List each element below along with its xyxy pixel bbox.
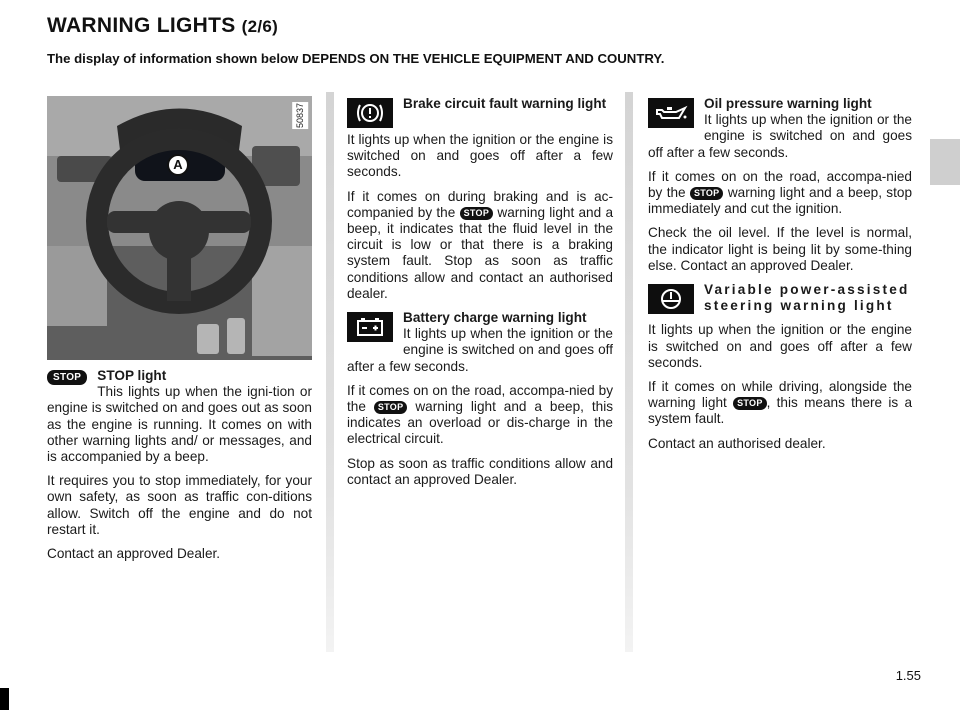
battery-text-1: It lights up when the ignition or the engine is switched on and goes off after a few seconds.	[347, 326, 613, 374]
steering-text-3: Contact an authorised dealer.	[648, 435, 826, 451]
brake-text-1: It lights up when the ignition or the engine is switched on and goes off after a few seconds.	[347, 132, 613, 180]
battery-warning-icon	[347, 312, 393, 342]
page-subtitle: The display of information shown below DEPENDS ON THE VEHICLE EQUIPMENT AND COUNTRY.	[47, 51, 665, 66]
stop-badge-icon: STOP	[690, 187, 724, 200]
oil-pressure-icon	[648, 98, 694, 128]
stop-light-text-3: Contact an approved Dealer.	[47, 546, 221, 562]
stop-badge-icon: STOP	[733, 397, 767, 410]
steering-text-1: It lights up when the ignition or the engine is switched on and goes off after a few seconds.	[648, 322, 912, 370]
battery-text-2b: warning light and a beep, this indicates an overload or dis-charge in the electrical circuit.	[347, 399, 614, 447]
oil-text-2a: If it comes on on the road, accompa-nied by the	[648, 168, 912, 201]
dashboard-photo	[47, 96, 312, 360]
brake-text-2	[347, 189, 613, 302]
page-title	[47, 14, 278, 38]
column-divider-2	[625, 92, 633, 652]
battery-title: Battery charge warning light	[403, 310, 587, 326]
title-text: WARNING LIGHTS	[47, 14, 236, 37]
stop-badge-icon: STOP	[374, 401, 408, 414]
power-steering-icon	[648, 284, 694, 314]
brake-entry	[347, 96, 613, 132]
battery-entry	[347, 310, 613, 383]
oil-text-2b: warning light and a beep, stop immediately and cut the ignition.	[648, 185, 912, 217]
dashboard-illustration	[47, 96, 312, 360]
oil-text-1: It lights up when the ignition or the engine is switched on and goes off after a few seconds.	[648, 112, 912, 160]
oil-text-3: Check the oil level. If the level is normal, the indicator light is being lit by some-thing else. Contact an approved Dealer.	[648, 225, 912, 273]
steering-text-2a: If it comes on while driving, alongside the warning light	[648, 379, 912, 411]
steering-entry	[648, 282, 912, 322]
column-divider-1	[326, 92, 334, 652]
chapter-thumb-tab	[930, 139, 960, 185]
stop-light-title: STOP light	[97, 368, 167, 383]
steering-text-2	[648, 379, 912, 428]
corner-mark	[0, 688, 9, 710]
title-part: (2/6)	[241, 17, 279, 36]
battery-text-2a: If it comes on on the road, accompa-nied by the	[347, 382, 613, 415]
battery-text-2	[347, 383, 613, 448]
oil-title: Oil pressure warning light	[704, 96, 872, 111]
steering-text-2b: , this means there is a system fault.	[648, 395, 913, 427]
oil-entry	[648, 96, 912, 169]
battery-text-3: Stop as soon as traffic conditions allow and contact an approved Dealer.	[347, 455, 613, 487]
stop-badge-icon: STOP	[47, 370, 87, 385]
stop-badge-icon: STOP	[460, 207, 494, 220]
stop-light-text-2: It requires you to stop immediately, for your own safety, as soon as traffic con-ditions allow. Switch off the engine and do not restart it.	[47, 473, 312, 537]
page-number: 1.55	[895, 668, 921, 683]
stop-light-entry	[47, 368, 312, 473]
photo-reference: 50837	[292, 102, 308, 129]
brake-title: Brake circuit fault warning light	[403, 96, 607, 111]
callout-a: A	[167, 154, 189, 176]
column-1	[47, 96, 312, 570]
stop-light-text-1: This lights up when the igni-tion or engine is switched on and goes out as soon as the engine is running. It comes on with other warning lights and/ or messages, and is accompanied by a beep.	[47, 384, 312, 465]
column-2	[347, 96, 613, 496]
oil-text-2	[648, 169, 912, 218]
steering-title: Variable power-assisted steering warning light	[704, 282, 910, 314]
brake-text-2a: If it comes on during braking and is ac-companied by the	[347, 188, 613, 220]
brake-text-2b: warning light and a beep, it indicates that the fluid level in the circuit is low or that there is a braking system fault. Stop as soon as traffic conditions allow and contact an authorised dealer.	[347, 204, 613, 301]
brake-warning-icon	[347, 98, 393, 128]
column-3	[648, 96, 912, 460]
